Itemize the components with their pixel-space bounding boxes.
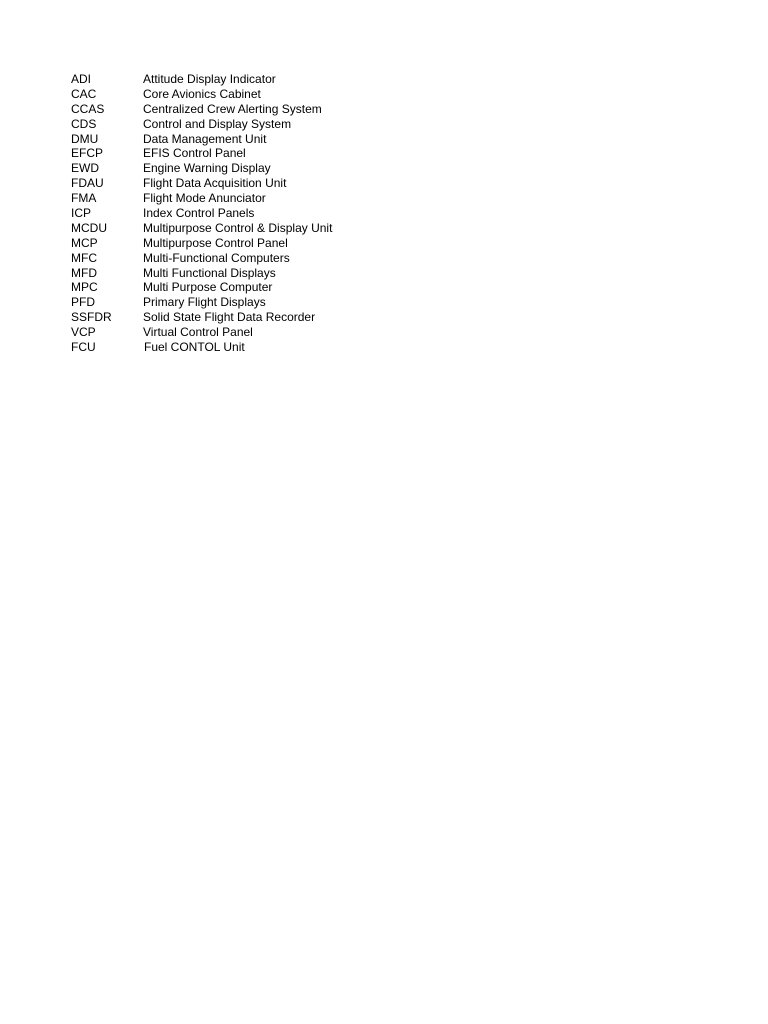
list-item — [71, 72, 471, 87]
definition: Fuel CONTOL Unit — [144, 340, 245, 355]
abbreviation: DMU — [71, 131, 99, 146]
list-item — [71, 340, 471, 355]
definition: Engine Warning Display — [143, 161, 271, 176]
list-item — [71, 102, 471, 117]
list-item — [71, 295, 471, 310]
list-item — [71, 310, 471, 325]
abbreviation: FDAU — [71, 176, 104, 191]
abbreviation: VCP — [71, 325, 96, 340]
abbreviation-list — [71, 72, 471, 355]
abbreviation: SSFDR — [71, 310, 112, 325]
list-item — [71, 325, 471, 340]
list-item — [71, 251, 471, 266]
list-item — [71, 206, 471, 221]
list-item — [71, 161, 471, 176]
list-item — [71, 191, 471, 206]
definition: Index Control Panels — [143, 206, 255, 221]
abbreviation: MCP — [71, 235, 98, 250]
abbreviation: FMA — [71, 191, 97, 206]
definition: Multipurpose Control Panel — [143, 235, 288, 250]
abbreviation: FCU — [71, 340, 96, 355]
definition: Multi Functional Displays — [143, 265, 276, 280]
abbreviation: CAC — [71, 86, 97, 101]
abbreviation: MCDU — [71, 220, 107, 235]
definition: Multi-Functional Computers — [143, 250, 290, 265]
definition: EFIS Control Panel — [143, 146, 246, 161]
list-item — [71, 236, 471, 251]
definition: Primary Flight Displays — [143, 295, 266, 310]
abbreviation: EFCP — [71, 146, 104, 161]
definition: Centralized Crew Alerting System — [143, 101, 322, 116]
list-item — [71, 176, 471, 191]
definition: Data Management Unit — [143, 131, 267, 146]
list-item — [71, 221, 471, 236]
list-item — [71, 266, 471, 281]
list-item — [71, 87, 471, 102]
definition: Multipurpose Control & Display Unit — [143, 220, 333, 235]
abbreviation: MPC — [71, 280, 98, 295]
definition: Flight Mode Anunciator — [143, 191, 266, 206]
abbreviation: MFC — [71, 250, 97, 265]
definition: Flight Data Acquisition Unit — [143, 176, 287, 191]
list-item — [71, 146, 471, 161]
abbreviation: PFD — [71, 295, 95, 310]
definition: Solid State Flight Data Recorder — [143, 310, 316, 325]
list-item — [71, 280, 471, 295]
definition: Core Avionics Cabinet — [143, 86, 261, 101]
abbreviation: CDS — [71, 116, 97, 131]
abbreviation: ICP — [71, 206, 92, 221]
abbreviation: CCAS — [71, 101, 105, 116]
definition: Virtual Control Panel — [143, 325, 253, 340]
definition: Attitude Display Indicator — [143, 72, 276, 86]
list-item — [71, 132, 471, 147]
abbreviation: ADI — [71, 72, 92, 86]
abbreviation: MFD — [71, 265, 97, 280]
list-item — [71, 117, 471, 132]
definition: Multi Purpose Computer — [143, 280, 273, 295]
definition: Control and Display System — [143, 116, 292, 131]
abbreviation: EWD — [71, 161, 99, 176]
